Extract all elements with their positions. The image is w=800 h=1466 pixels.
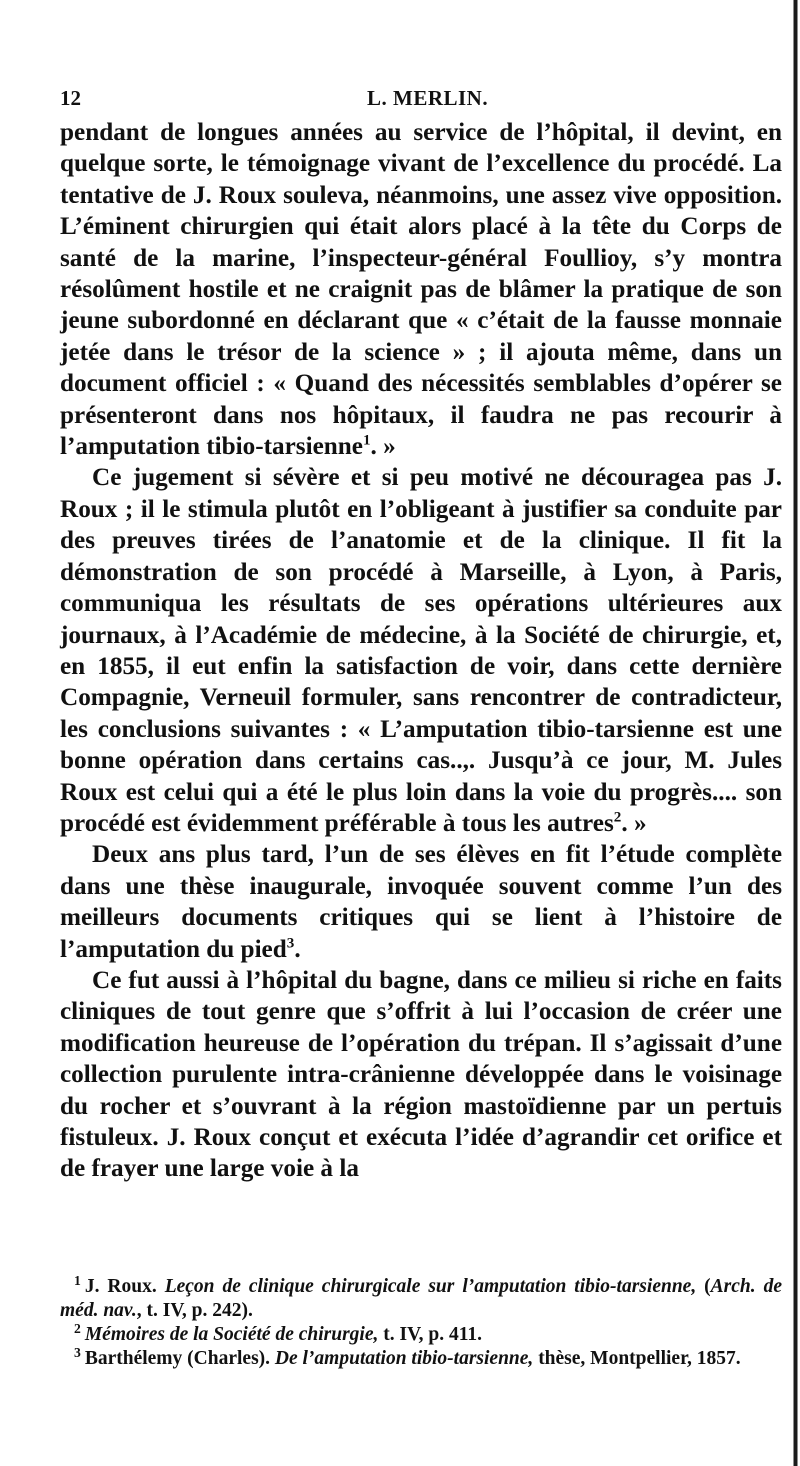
footnote-ref: 1 — [362, 432, 371, 449]
body-text — [60, 117, 782, 1185]
footnote-lead: Barthélemy (Charles). — [84, 1348, 271, 1369]
paragraph-text: Ce jugement si sévère et si peu motivé ne découragea pas J. Roux ; il le stimula plutôt en l’obligeant à justifier sa conduite par des preuves tirées de l’anatomie et de la clinique. Il fit la démonstration de son procédé à Marseille, à Lyon, à Paris, communiqua les résultats de ses opérations ultérieures aux journaux, à l’Académie de médecine, à la Société de chirurgie, et, en 1855, il eut enfin la satisfaction de voir, dans cette dernière Compagnie, Verneuil formuler, sans rencontrer de contradicteur, les conclusions suivantes : « L’amputation tibio-tarsienne est une bonne opération dans certains cas..,. Jusqu’à ce jour, M. Jules Roux est celui qui a été le plus loin dans la voie du progrès.... son procédé est évidemment préférable à tous les autres — [60, 464, 782, 837]
running-head: L. MERLIN. — [367, 86, 489, 110]
paragraph-text: Ce fut aussi à l’hôpital du bagne, dans ce milieu si riche en faits cliniques de tout genre que s’offrit à lui l’occasion de créer une modification heureuse de l’opération du trépan. Il s’agissait d’une collection purulente intra-crânienne développée dans le voisinage du rocher et s’ouvrant à la région mastoïdienne par un pertuis fistuleux. J. Roux conçut et exécuta l’idée d’agrandir cet orifice et de frayer une large voie à la — [60, 966, 782, 1183]
footnote-title: Leçon de clinique chirurgicale sur l’amputation tibio-tarsienne, — [164, 1276, 697, 1297]
footnote-title: Mémoires de la Société de chirurgie, — [84, 1324, 379, 1345]
footnote-1 — [60, 1272, 783, 1323]
page-header — [60, 86, 782, 118]
footnote-journal: Arch. de méd. nav. — [60, 1276, 783, 1321]
paragraph-3 — [60, 839, 782, 965]
page-edge-rule — [787, 0, 800, 1466]
footnote-ref: 2 — [613, 809, 622, 826]
footnotes — [60, 1272, 783, 1371]
paragraph-text: Deux ans plus tard, l’un de ses élèves en fit l’étude complète dans une thèse inaugurale, invoquée souvent comme l’un des meilleurs documents critiques qui se lient à l’histoire de l’amputation du pied — [60, 841, 782, 963]
footnote-title: De l’amputation tibio-tarsienne, — [274, 1348, 534, 1369]
paragraph-tail: . » — [621, 809, 647, 837]
paragraph-tail: . » — [370, 433, 396, 461]
footnote-mark: 3 — [74, 1344, 81, 1360]
footnote-2 — [60, 1320, 782, 1347]
paragraph-text: pendant de longues années au service de l’hôpital, il devint, en quelque sorte, le témoignage vivant de l’excellence du procédé. La tentative de J. Roux souleva, néanmoins, une assez vive opposition. L’éminent chirurgien qui était alors placé à la tête du Corps de santé de la marine, l’inspecteur-général Foullioy, s’y montra résolûment hostile et ne craignit pas de blâmer la pratique de son jeune subordonné en déclarant que « c’était de la fausse monnaie jetée dans le trésor de la science » ; il ajouta même, dans un document officiel : « Quand des nécessités semblables d’opérer se présenteront dans nos hôpitaux, il faudra ne pas recourir à l’amputation tibio-tarsienne — [60, 119, 782, 461]
footnote-lead: J. Roux. — [84, 1276, 157, 1297]
paragraph-2 — [60, 462, 782, 839]
footnote-rest: thèse, Montpellier, 1857. — [533, 1348, 741, 1369]
footnote-rest: t. IV, p. 411. — [378, 1324, 483, 1345]
footnote-open: ( — [704, 1276, 711, 1297]
paragraph-tail: . — [294, 935, 301, 963]
paragraph-1 — [60, 117, 782, 462]
footnote-mark: 1 — [74, 1272, 81, 1288]
paragraph-4 — [60, 965, 782, 1185]
footnote-mark: 2 — [74, 1320, 81, 1336]
footnote-3 — [60, 1344, 782, 1371]
footnote-ref: 3 — [286, 935, 295, 952]
footnote-rest: , t. IV, p. 242). — [136, 1300, 253, 1321]
page-number: 12 — [60, 86, 81, 110]
